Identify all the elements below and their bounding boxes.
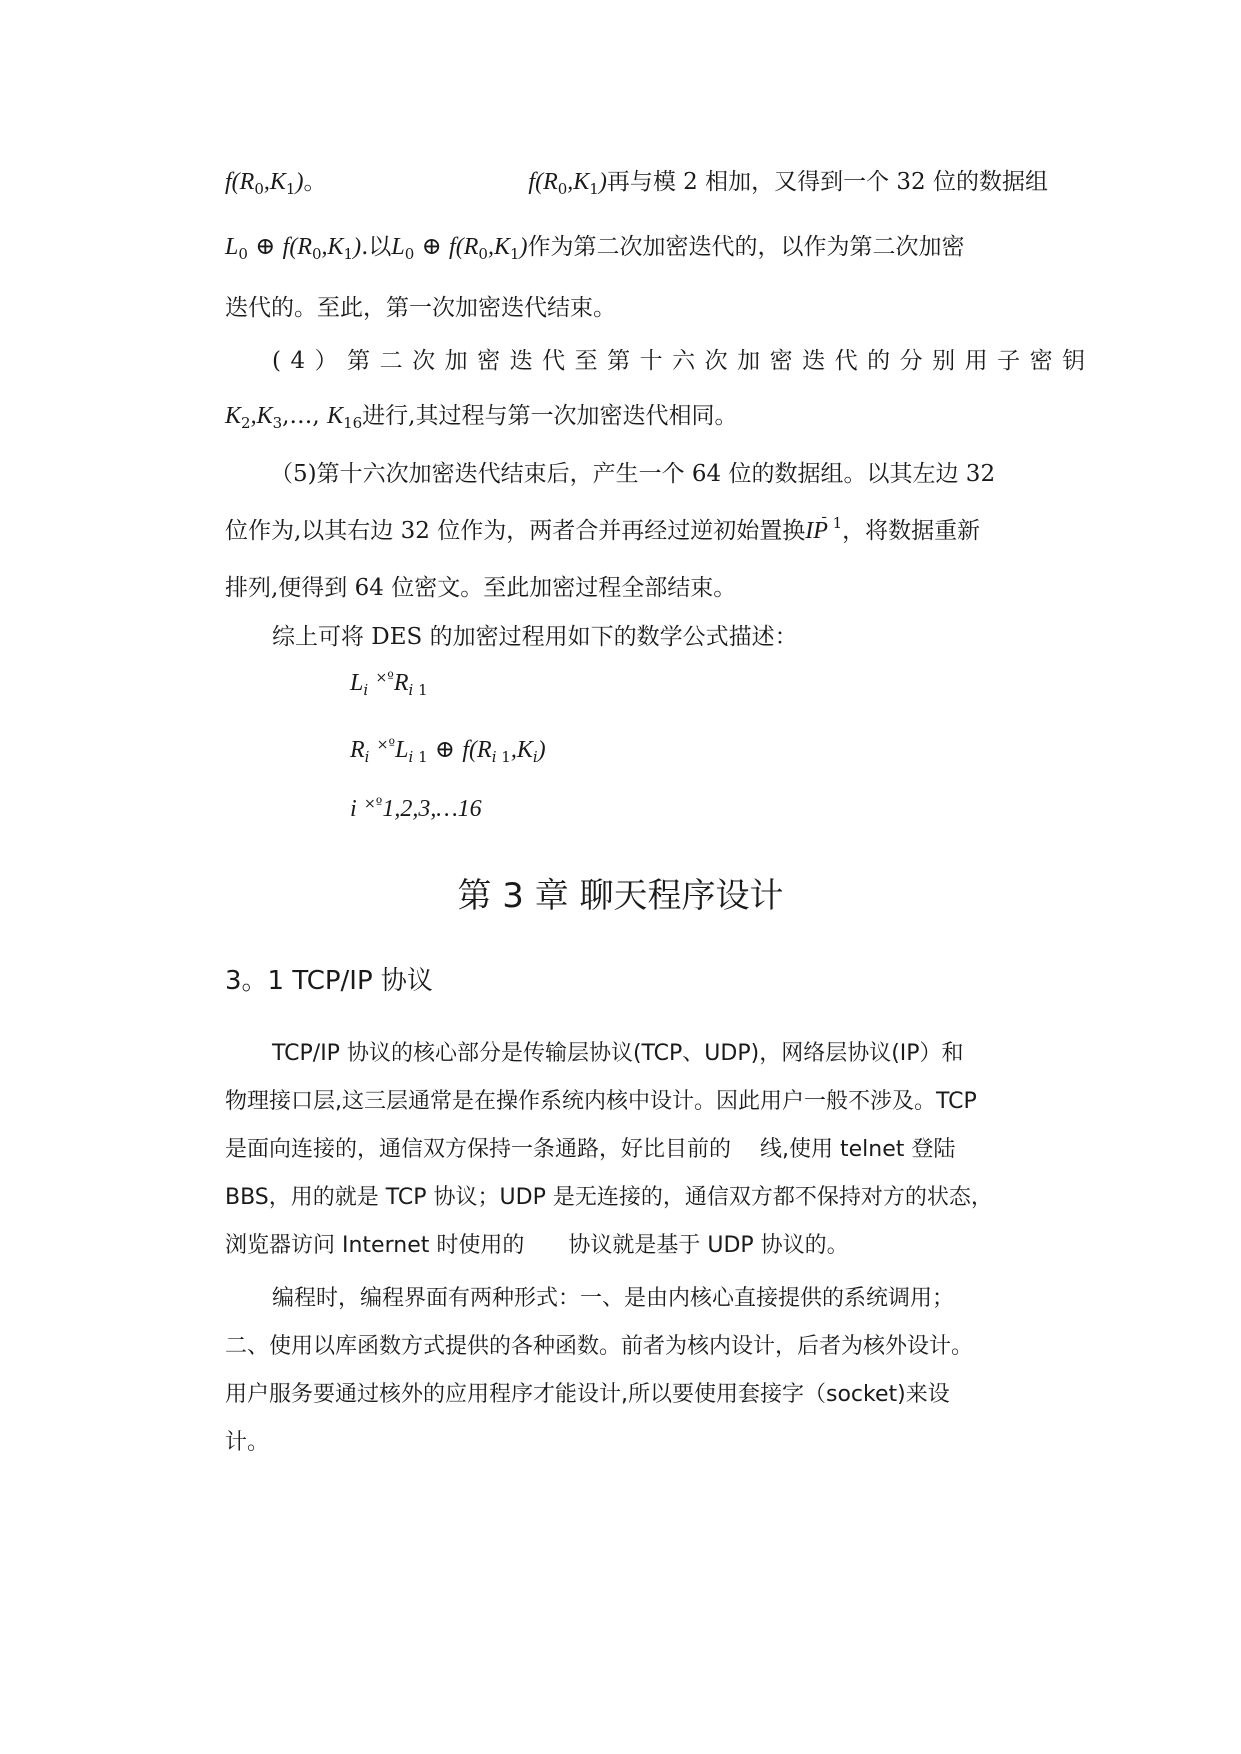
chapter-title: 第 3 章 聊天程序设计 (457, 876, 784, 916)
paragraph-5-line-3: 排列,便得到 64 位密文。至此加密过程全部结束。 (225, 575, 737, 601)
text-fragment: .以 (361, 234, 392, 260)
text-fragment: 。 (303, 169, 327, 195)
paragraph-4-line-2: $K_2,K_3,\dots$, $K_{16}$进行,其过程与第一次加密迭代相同。 (225, 403, 738, 432)
text-fragment: 进行,其过程与第一次加密迭代相同。 (362, 403, 738, 429)
body-line-7: 二、使用以库函数方式提供的各种函数。前者为核内设计，后者为核外设计。 (225, 1334, 974, 1359)
formula-glyph: ×º (376, 737, 396, 753)
text-fragment: 作为第二次加密迭代的，以作为第二次加密 (527, 234, 965, 260)
text-fragment: 位作为,以其右边 32 位作为，两者合并再经过逆初始置换 (225, 518, 806, 544)
paragraph-6-line-1: 综上可将 DES 的加密过程用如下的数学公式描述： (272, 624, 798, 650)
formula-i-range: i $^{\times º}$1,2,3,…16 (350, 796, 482, 822)
paragraph-1-line-3: 迭代的。至此，第一次加密迭代结束。 (225, 295, 616, 321)
body-line-9: 计。 (225, 1430, 270, 1455)
formula-i-values: 1,2,3,…16 (382, 796, 482, 822)
formula-f-r0-k1: $f(R_0,K_1)$。 (225, 169, 327, 198)
formula-glyph: ×º (375, 670, 394, 686)
formula-li: $L_i$ $^{\times º}R_{i 1}$ (350, 670, 428, 699)
body-line-3: 是面向连接的，通信双方保持一条通路，好比目前的 线,使用 telnet 登陆 (225, 1137, 956, 1162)
formula-ri: $R_i$ $^{\times º}L_{i 1}$ ⊕ $f(R_{i 1},K_i)$ (350, 737, 546, 766)
body-line-5: 浏览器访问 Internet 时使用的 协议就是基于 UDP 协议的。 (225, 1233, 849, 1258)
body-line-4: BBS，用的就是 TCP 协议；UDP 是无连接的，通信双方都不保持对方的状态， (225, 1185, 993, 1210)
body-line-6: 编程时，编程界面有两种形式：一、是由内核心直接提供的系统调用； (272, 1286, 955, 1311)
body-line-1: TCP/IP 协议的核心部分是传输层协议(TCP、UDP)，网络层协议(IP）和 (272, 1041, 964, 1066)
paragraph-1-line-1 (225, 163, 1048, 198)
formula-glyph: ×º (363, 796, 383, 812)
paragraph-5-line-1: （5)第十六次加密迭代结束后，产生一个 64 位的数据组。以其左边 32 (270, 461, 996, 487)
paragraph-4-line-1 (272, 342, 1095, 375)
text-fragment: ，将数据重新 (842, 518, 981, 544)
paragraph-5-line-2: 位作为,以其右边 32 位作为，两者合并再经过逆初始置换$IP^{̄ 1}$，将数据重新 (225, 514, 981, 544)
text-fragment: ,…, (282, 403, 320, 429)
paragraph-1-line-2: $L_0$ ⊕ $f(R_0,K_1)$.以$L_0$ ⊕ $f(R_0,K_1)$作为第二次加密迭代的，以作为第二次加密 (225, 234, 965, 263)
body-line-2: 物理接口层,这三层通常是在操作系统内核中设计。因此用户一般不涉及。TCP (225, 1089, 977, 1114)
body-line-8: 用户服务要通过核外的应用程序才能设计,所以要使用套接字（socket)来设 (225, 1382, 950, 1407)
formula-f-r0-k1-2: $f(R_0,K_1)$再与模 2 相加，又得到一个 32 位的数据组 (528, 169, 1048, 198)
text-fragment: (4）第二次加密迭代至第十六次加密迭代的分别用子密钥 (272, 348, 1095, 374)
text-fragment: 再与模 2 相加，又得到一个 32 位的数据组 (606, 169, 1048, 195)
section-title: 3。1 TCP/IP 协议 (225, 966, 433, 996)
